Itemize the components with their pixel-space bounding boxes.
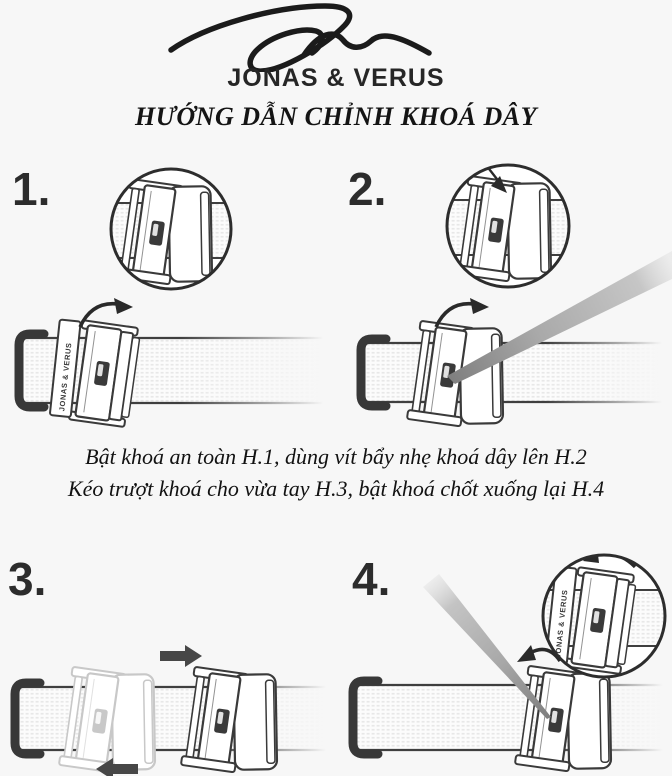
magnifier-detail bbox=[105, 169, 237, 290]
brand-wordmark: JONAS & VERUS bbox=[227, 64, 445, 92]
curved-arrow-up-right-icon bbox=[436, 298, 489, 327]
instruction-text bbox=[0, 441, 672, 505]
buckle-ghost-position bbox=[59, 663, 168, 776]
strap bbox=[14, 680, 336, 758]
magnifier-detail bbox=[442, 165, 574, 287]
step3-illustration bbox=[0, 520, 336, 776]
step4-illustration bbox=[336, 520, 672, 776]
step-number-4: 4. bbox=[352, 553, 391, 605]
instruction-line-1: Bật khoá an toàn H.1, dùng vít bẩy nhẹ khoá dây lên H.2 bbox=[85, 444, 587, 469]
step-number-3: 3. bbox=[8, 553, 47, 605]
arrow-right-icon bbox=[160, 645, 202, 667]
brand-logo-signature-icon bbox=[165, 2, 435, 72]
step2-illustration bbox=[336, 155, 672, 443]
magnifier-detail bbox=[540, 546, 668, 677]
buckle-new-position bbox=[181, 663, 290, 776]
strap bbox=[352, 678, 672, 758]
buckle-open bbox=[515, 662, 624, 776]
buckle-closed bbox=[46, 317, 141, 427]
instruction-line-2: Kéo trượt khoá cho vừa tay H.3, bật khoá chốt xuống lại H.4 bbox=[67, 476, 605, 501]
step1-illustration bbox=[0, 155, 336, 443]
step-number-1: 1. bbox=[12, 163, 51, 215]
page-title: HƯỚNG DẪN CHỈNH KHOÁ DÂY bbox=[135, 102, 537, 131]
step-number-2: 2. bbox=[348, 163, 387, 215]
